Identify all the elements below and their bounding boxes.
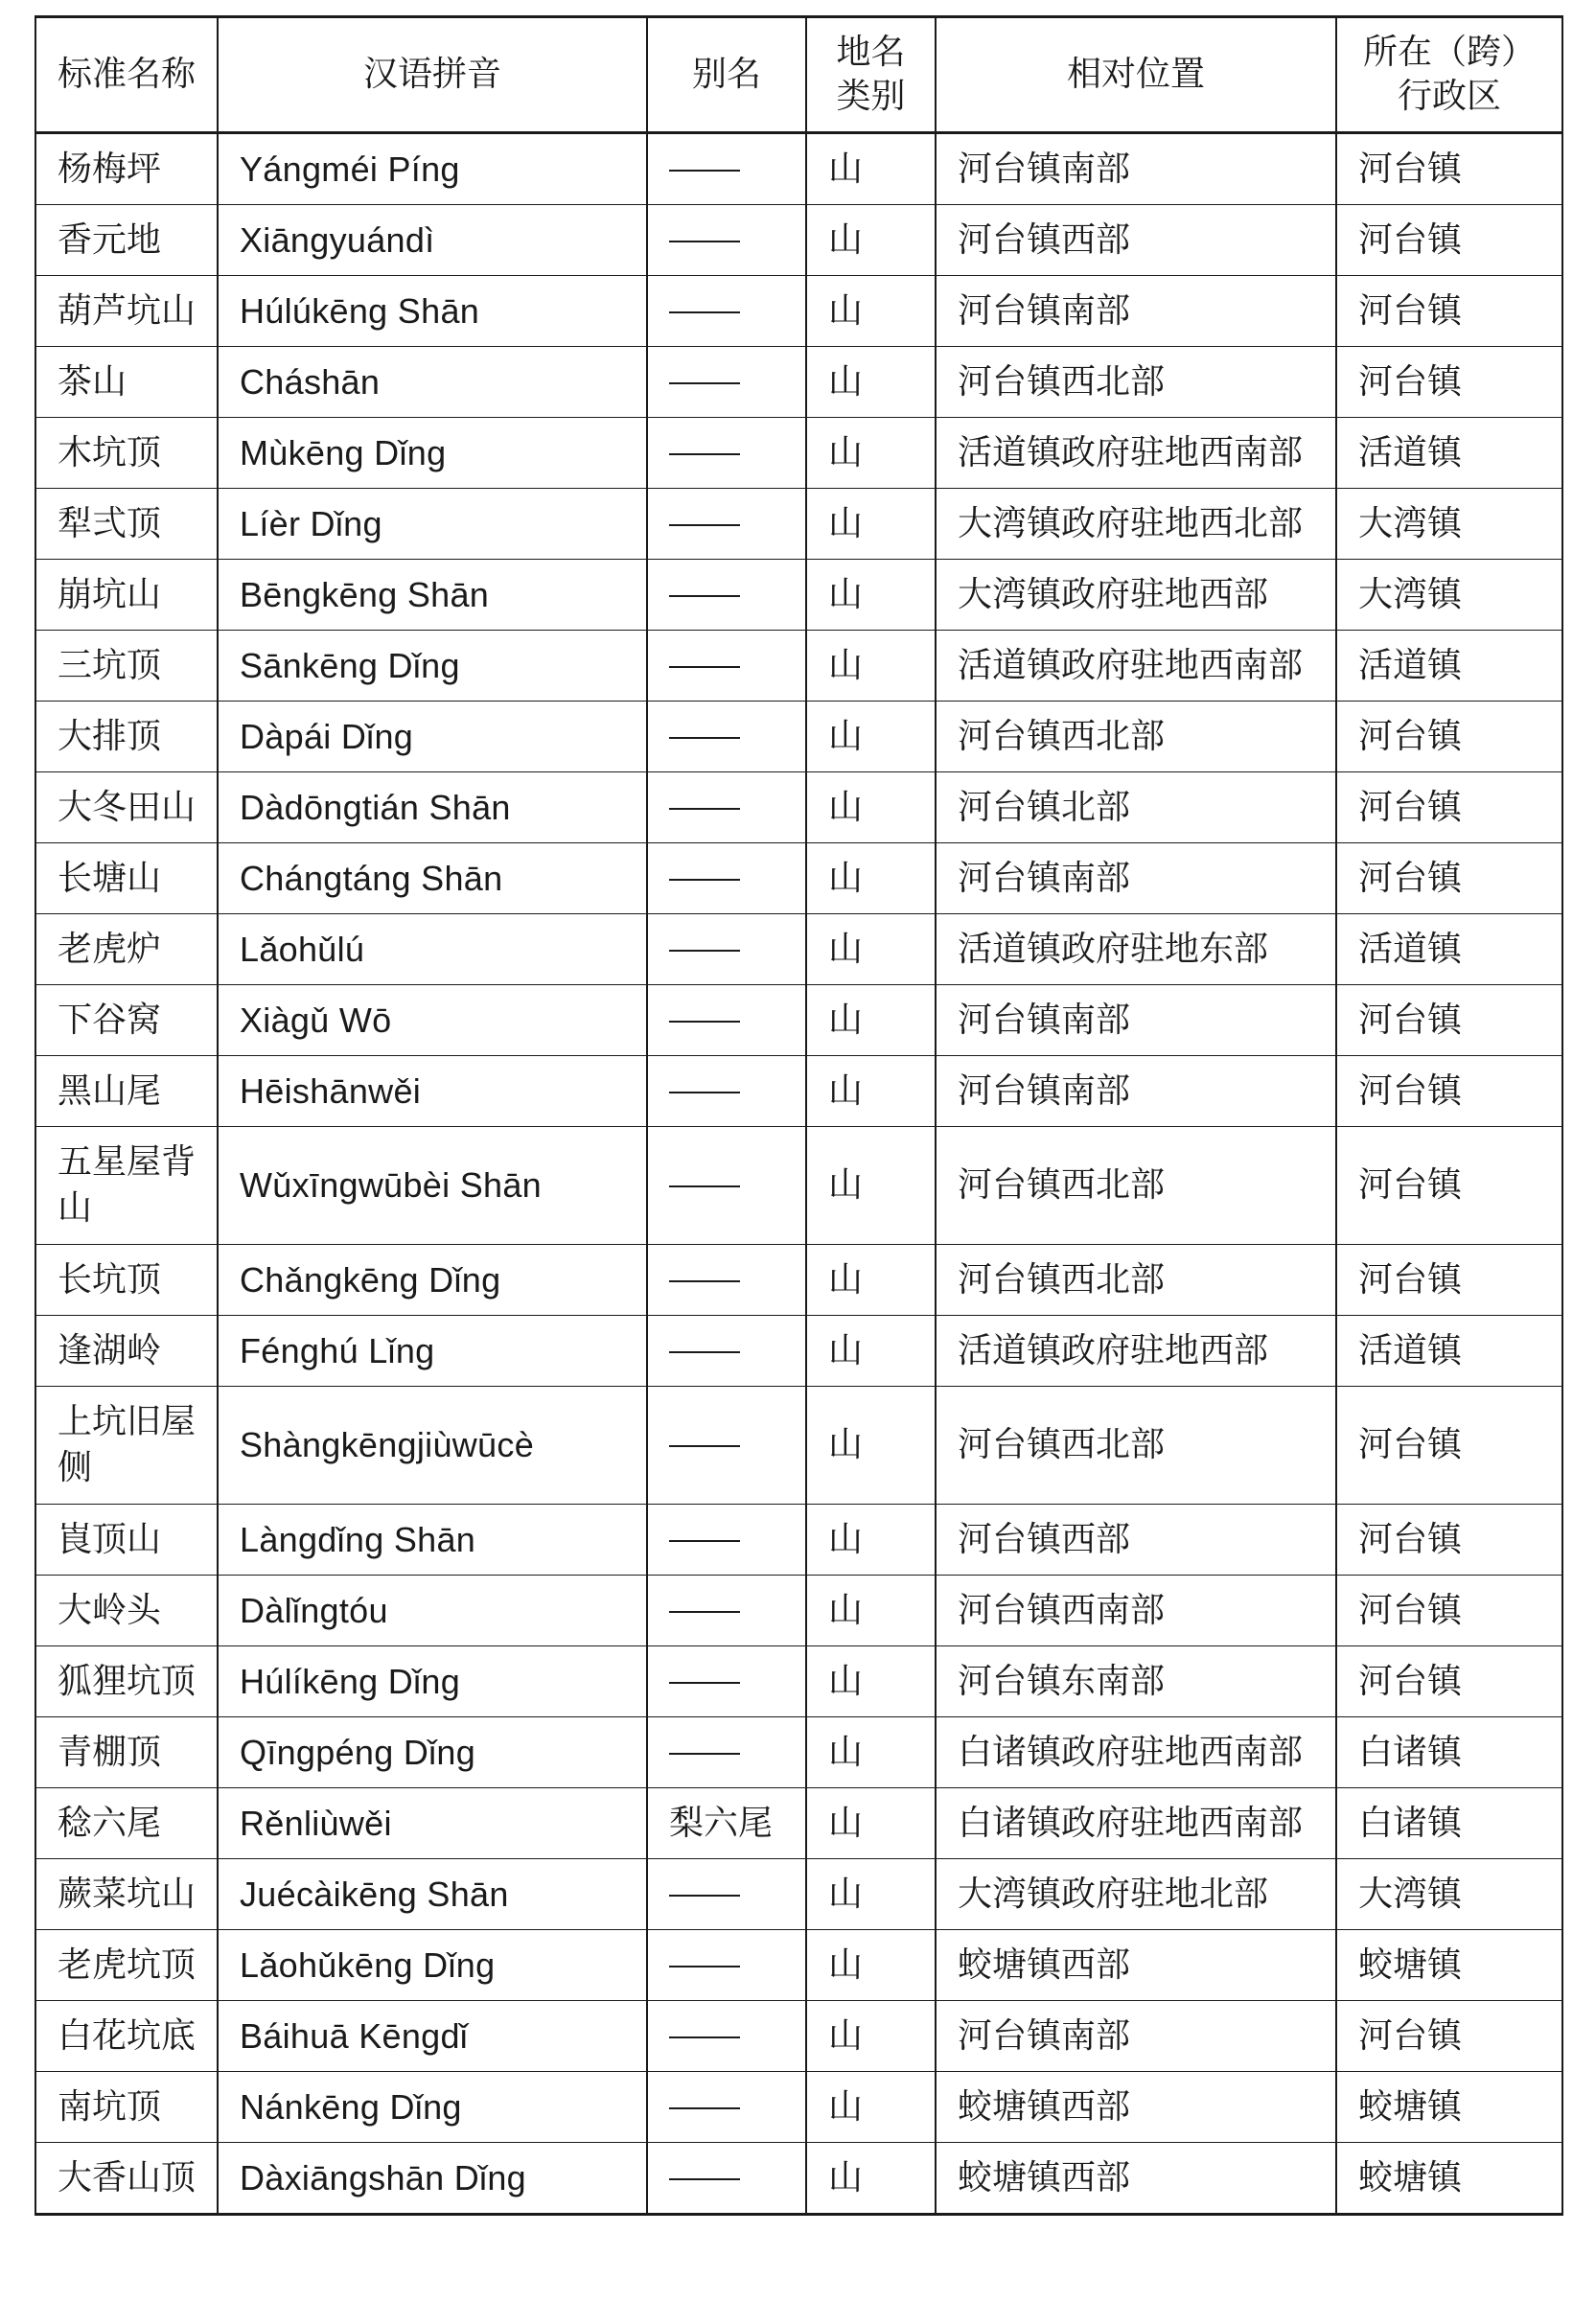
table-row: [35, 489, 1562, 560]
place-name-table: [35, 15, 1563, 2216]
cell-pinyin: Hēishānwěi: [218, 1056, 647, 1127]
cell-district: 活道镇: [1336, 914, 1562, 985]
cell-relative-position: 白诸镇政府驻地西南部: [936, 1788, 1336, 1859]
cell-relative-position: 河台镇西北部: [936, 702, 1336, 772]
cell-relative-position: 蛟塘镇西部: [936, 1930, 1336, 2001]
cell-relative-position: 大湾镇政府驻地西部: [936, 560, 1336, 631]
cell-alias: [647, 1127, 806, 1245]
cell-standard-name: 崩坑山: [35, 560, 218, 631]
header-pinyin: 汉语拼音: [218, 17, 647, 133]
cell-alias: [647, 1859, 806, 1930]
cell-category: 山: [806, 2072, 936, 2143]
cell-category: 山: [806, 1717, 936, 1788]
header-category: 地名 类别: [806, 17, 936, 133]
cell-category: 山: [806, 1505, 936, 1576]
empty-alias-dash: [669, 1185, 740, 1187]
cell-pinyin: Xiàgǔ Wō: [218, 985, 647, 1056]
cell-standard-name: 长坑顶: [35, 1245, 218, 1316]
cell-district: 白诸镇: [1336, 1717, 1562, 1788]
cell-relative-position: 河台镇西北部: [936, 347, 1336, 418]
cell-district: 蛟塘镇: [1336, 2143, 1562, 2215]
cell-district: 活道镇: [1336, 631, 1562, 702]
cell-alias: [647, 347, 806, 418]
cell-standard-name: 老虎炉: [35, 914, 218, 985]
table-row: [35, 1859, 1562, 1930]
cell-district: 河台镇: [1336, 1646, 1562, 1717]
cell-relative-position: 活道镇政府驻地西南部: [936, 418, 1336, 489]
cell-pinyin: Chángtáng Shān: [218, 843, 647, 914]
cell-district: 河台镇: [1336, 133, 1562, 205]
cell-relative-position: 河台镇东南部: [936, 1646, 1336, 1717]
table-row: [35, 2143, 1562, 2215]
cell-relative-position: 白诸镇政府驻地西南部: [936, 1717, 1336, 1788]
empty-alias-dash: [669, 524, 740, 526]
cell-standard-name: 大排顶: [35, 702, 218, 772]
cell-district: 河台镇: [1336, 1576, 1562, 1646]
table-row: [35, 631, 1562, 702]
cell-pinyin: Líèr Dǐng: [218, 489, 647, 560]
header-district: 所在（跨） 行政区: [1336, 17, 1562, 133]
empty-alias-dash: [669, 808, 740, 810]
cell-category: 山: [806, 2001, 936, 2072]
table-row: [35, 1245, 1562, 1316]
cell-alias: [647, 2072, 806, 2143]
cell-alias: [647, 2001, 806, 2072]
cell-relative-position: 河台镇南部: [936, 276, 1336, 347]
cell-pinyin: Dàpái Dǐng: [218, 702, 647, 772]
cell-pinyin: Sānkēng Dǐng: [218, 631, 647, 702]
cell-relative-position: 河台镇南部: [936, 1056, 1336, 1127]
cell-category: 山: [806, 985, 936, 1056]
empty-alias-dash: [669, 1092, 740, 1093]
cell-category: 山: [806, 1387, 936, 1505]
empty-alias-dash: [669, 170, 740, 172]
table-header-row: [35, 17, 1562, 133]
cell-pinyin: Nánkēng Dǐng: [218, 2072, 647, 2143]
empty-alias-dash: [669, 666, 740, 668]
cell-district: 河台镇: [1336, 702, 1562, 772]
cell-category: 山: [806, 914, 936, 985]
cell-district: 河台镇: [1336, 347, 1562, 418]
empty-alias-dash: [669, 1540, 740, 1542]
cell-category: 山: [806, 489, 936, 560]
cell-standard-name: 上坑旧屋侧: [35, 1387, 218, 1505]
cell-alias: [647, 560, 806, 631]
cell-category: 山: [806, 2143, 936, 2215]
cell-category: 山: [806, 418, 936, 489]
cell-pinyin: Lǎohǔkēng Dǐng: [218, 1930, 647, 2001]
cell-category: 山: [806, 205, 936, 276]
cell-standard-name: 木坑顶: [35, 418, 218, 489]
cell-district: 河台镇: [1336, 1245, 1562, 1316]
cell-standard-name: 三坑顶: [35, 631, 218, 702]
cell-pinyin: Dàdōngtián Shān: [218, 772, 647, 843]
cell-standard-name: 蕨菜坑山: [35, 1859, 218, 1930]
cell-alias: [647, 1717, 806, 1788]
cell-district: 河台镇: [1336, 1127, 1562, 1245]
cell-district: 河台镇: [1336, 1056, 1562, 1127]
cell-district: 大湾镇: [1336, 560, 1562, 631]
cell-standard-name: 崀顶山: [35, 1505, 218, 1576]
cell-category: 山: [806, 133, 936, 205]
cell-standard-name: 白花坑底: [35, 2001, 218, 2072]
cell-category: 山: [806, 843, 936, 914]
cell-relative-position: 活道镇政府驻地西部: [936, 1316, 1336, 1387]
cell-category: 山: [806, 1056, 936, 1127]
cell-standard-name: 茶山: [35, 347, 218, 418]
cell-standard-name: 老虎坑顶: [35, 1930, 218, 2001]
table-row: [35, 1056, 1562, 1127]
header-alias: 别名: [647, 17, 806, 133]
cell-category: 山: [806, 702, 936, 772]
cell-relative-position: 大湾镇政府驻地西北部: [936, 489, 1336, 560]
cell-category: 山: [806, 1576, 936, 1646]
cell-alias: [647, 489, 806, 560]
cell-relative-position: 河台镇南部: [936, 2001, 1336, 2072]
empty-alias-dash: [669, 879, 740, 881]
cell-pinyin: Cháshān: [218, 347, 647, 418]
cell-standard-name: 逢湖岭: [35, 1316, 218, 1387]
cell-pinyin: Xiāngyuándì: [218, 205, 647, 276]
cell-pinyin: Wǔxīngwūbèi Shān: [218, 1127, 647, 1245]
cell-pinyin: Yángméi Píng: [218, 133, 647, 205]
cell-alias: [647, 772, 806, 843]
table-row: [35, 1576, 1562, 1646]
cell-standard-name: 青棚顶: [35, 1717, 218, 1788]
cell-alias: [647, 1930, 806, 2001]
cell-relative-position: 蛟塘镇西部: [936, 2072, 1336, 2143]
cell-alias: [647, 1646, 806, 1717]
empty-alias-dash: [669, 1280, 740, 1282]
cell-pinyin: Bēngkēng Shān: [218, 560, 647, 631]
cell-category: 山: [806, 1646, 936, 1717]
cell-standard-name: 大岭头: [35, 1576, 218, 1646]
cell-standard-name: 稔六尾: [35, 1788, 218, 1859]
cell-standard-name: 五星屋背山: [35, 1127, 218, 1245]
cell-district: 河台镇: [1336, 276, 1562, 347]
cell-relative-position: 河台镇西北部: [936, 1245, 1336, 1316]
cell-pinyin: Mùkēng Dǐng: [218, 418, 647, 489]
table-row: [35, 1788, 1562, 1859]
table-row: [35, 133, 1562, 205]
table-row: [35, 1930, 1562, 2001]
cell-alias: [647, 276, 806, 347]
table-row: [35, 914, 1562, 985]
cell-pinyin: Shàngkēngjiùwūcè: [218, 1387, 647, 1505]
cell-alias: [647, 1387, 806, 1505]
cell-alias: [647, 2143, 806, 2215]
cell-standard-name: 长塘山: [35, 843, 218, 914]
cell-district: 白诸镇: [1336, 1788, 1562, 1859]
empty-alias-dash: [669, 1021, 740, 1023]
cell-district: 河台镇: [1336, 2001, 1562, 2072]
cell-district: 活道镇: [1336, 418, 1562, 489]
cell-pinyin: Làngdǐng Shān: [218, 1505, 647, 1576]
cell-pinyin: Chǎngkēng Dǐng: [218, 1245, 647, 1316]
cell-district: 蛟塘镇: [1336, 2072, 1562, 2143]
cell-standard-name: 香元地: [35, 205, 218, 276]
cell-standard-name: 杨梅坪: [35, 133, 218, 205]
empty-alias-dash: [669, 737, 740, 739]
empty-alias-dash: [669, 1611, 740, 1613]
cell-relative-position: 河台镇南部: [936, 133, 1336, 205]
cell-category: 山: [806, 1930, 936, 2001]
cell-alias: [647, 843, 806, 914]
cell-standard-name: 南坑顶: [35, 2072, 218, 2143]
table-row: [35, 2072, 1562, 2143]
cell-relative-position: 河台镇南部: [936, 843, 1336, 914]
cell-standard-name: 葫芦坑山: [35, 276, 218, 347]
cell-standard-name: 犁弍顶: [35, 489, 218, 560]
cell-district: 蛟塘镇: [1336, 1930, 1562, 2001]
table-row: [35, 1316, 1562, 1387]
cell-standard-name: 大香山顶: [35, 2143, 218, 2215]
cell-alias: [647, 914, 806, 985]
cell-alias: [647, 418, 806, 489]
table-row: [35, 985, 1562, 1056]
cell-pinyin: Rěnliùwěi: [218, 1788, 647, 1859]
cell-alias: 梨六尾: [647, 1788, 806, 1859]
empty-alias-dash: [669, 1895, 740, 1897]
empty-alias-dash: [669, 595, 740, 597]
cell-category: 山: [806, 1127, 936, 1245]
cell-pinyin: Húlíkēng Dǐng: [218, 1646, 647, 1717]
empty-alias-dash: [669, 453, 740, 455]
cell-alias: [647, 1316, 806, 1387]
table-row: [35, 1717, 1562, 1788]
cell-alias: [647, 1576, 806, 1646]
cell-category: 山: [806, 347, 936, 418]
cell-district: 河台镇: [1336, 985, 1562, 1056]
cell-alias: [647, 1505, 806, 1576]
table-row: [35, 772, 1562, 843]
empty-alias-dash: [669, 1445, 740, 1447]
cell-relative-position: 河台镇西北部: [936, 1127, 1336, 1245]
table-row: [35, 205, 1562, 276]
table-row: [35, 347, 1562, 418]
cell-relative-position: 河台镇西部: [936, 205, 1336, 276]
cell-relative-position: 活道镇政府驻地西南部: [936, 631, 1336, 702]
empty-alias-dash: [669, 1753, 740, 1755]
cell-category: 山: [806, 1316, 936, 1387]
empty-alias-dash: [669, 2178, 740, 2180]
cell-alias: [647, 985, 806, 1056]
table-row: [35, 560, 1562, 631]
gazetteer-page: [35, 15, 1561, 2216]
cell-relative-position: 河台镇西部: [936, 1505, 1336, 1576]
cell-district: 大湾镇: [1336, 1859, 1562, 1930]
cell-standard-name: 大冬田山: [35, 772, 218, 843]
table-row: [35, 843, 1562, 914]
table-row: [35, 702, 1562, 772]
cell-category: 山: [806, 1859, 936, 1930]
cell-standard-name: 下谷窝: [35, 985, 218, 1056]
table-row: [35, 1387, 1562, 1505]
table-row: [35, 1127, 1562, 1245]
cell-category: 山: [806, 1245, 936, 1316]
header-standard-name: 标准名称: [35, 17, 218, 133]
cell-alias: [647, 1056, 806, 1127]
cell-category: 山: [806, 560, 936, 631]
empty-alias-dash: [669, 1351, 740, 1353]
table-row: [35, 2001, 1562, 2072]
cell-relative-position: 河台镇南部: [936, 985, 1336, 1056]
cell-category: 山: [806, 276, 936, 347]
cell-district: 河台镇: [1336, 772, 1562, 843]
cell-category: 山: [806, 772, 936, 843]
cell-category: 山: [806, 631, 936, 702]
cell-pinyin: Qīngpéng Dǐng: [218, 1717, 647, 1788]
cell-relative-position: 河台镇西南部: [936, 1576, 1336, 1646]
header-relative-position: 相对位置: [936, 17, 1336, 133]
table-row: [35, 1646, 1562, 1717]
cell-standard-name: 黑山尾: [35, 1056, 218, 1127]
cell-alias: [647, 1245, 806, 1316]
empty-alias-dash: [669, 311, 740, 313]
cell-district: 河台镇: [1336, 1387, 1562, 1505]
cell-alias: [647, 205, 806, 276]
empty-alias-dash: [669, 382, 740, 384]
cell-pinyin: Fénghú Lǐng: [218, 1316, 647, 1387]
cell-relative-position: 大湾镇政府驻地北部: [936, 1859, 1336, 1930]
cell-relative-position: 蛟塘镇西部: [936, 2143, 1336, 2215]
cell-pinyin: Dàlǐngtóu: [218, 1576, 647, 1646]
cell-district: 河台镇: [1336, 1505, 1562, 1576]
cell-pinyin: Lǎohǔlú: [218, 914, 647, 985]
empty-alias-dash: [669, 2107, 740, 2109]
cell-standard-name: 狐狸坑顶: [35, 1646, 218, 1717]
cell-district: 河台镇: [1336, 205, 1562, 276]
cell-alias: [647, 133, 806, 205]
cell-relative-position: 河台镇北部: [936, 772, 1336, 843]
table-row: [35, 276, 1562, 347]
cell-pinyin: Báihuā Kēngdǐ: [218, 2001, 647, 2072]
cell-district: 河台镇: [1336, 843, 1562, 914]
empty-alias-dash: [669, 1966, 740, 1967]
table-row: [35, 1505, 1562, 1576]
empty-alias-dash: [669, 1682, 740, 1684]
empty-alias-dash: [669, 950, 740, 952]
empty-alias-dash: [669, 2036, 740, 2038]
cell-category: 山: [806, 1788, 936, 1859]
cell-alias: [647, 702, 806, 772]
table-body: [35, 133, 1562, 2215]
cell-pinyin: Húlúkēng Shān: [218, 276, 647, 347]
cell-pinyin: Juécàikēng Shān: [218, 1859, 647, 1930]
cell-pinyin: Dàxiāngshān Dǐng: [218, 2143, 647, 2215]
cell-district: 大湾镇: [1336, 489, 1562, 560]
cell-relative-position: 河台镇西北部: [936, 1387, 1336, 1505]
table-row: [35, 418, 1562, 489]
cell-district: 活道镇: [1336, 1316, 1562, 1387]
empty-alias-dash: [669, 241, 740, 242]
cell-relative-position: 活道镇政府驻地东部: [936, 914, 1336, 985]
cell-alias: [647, 631, 806, 702]
